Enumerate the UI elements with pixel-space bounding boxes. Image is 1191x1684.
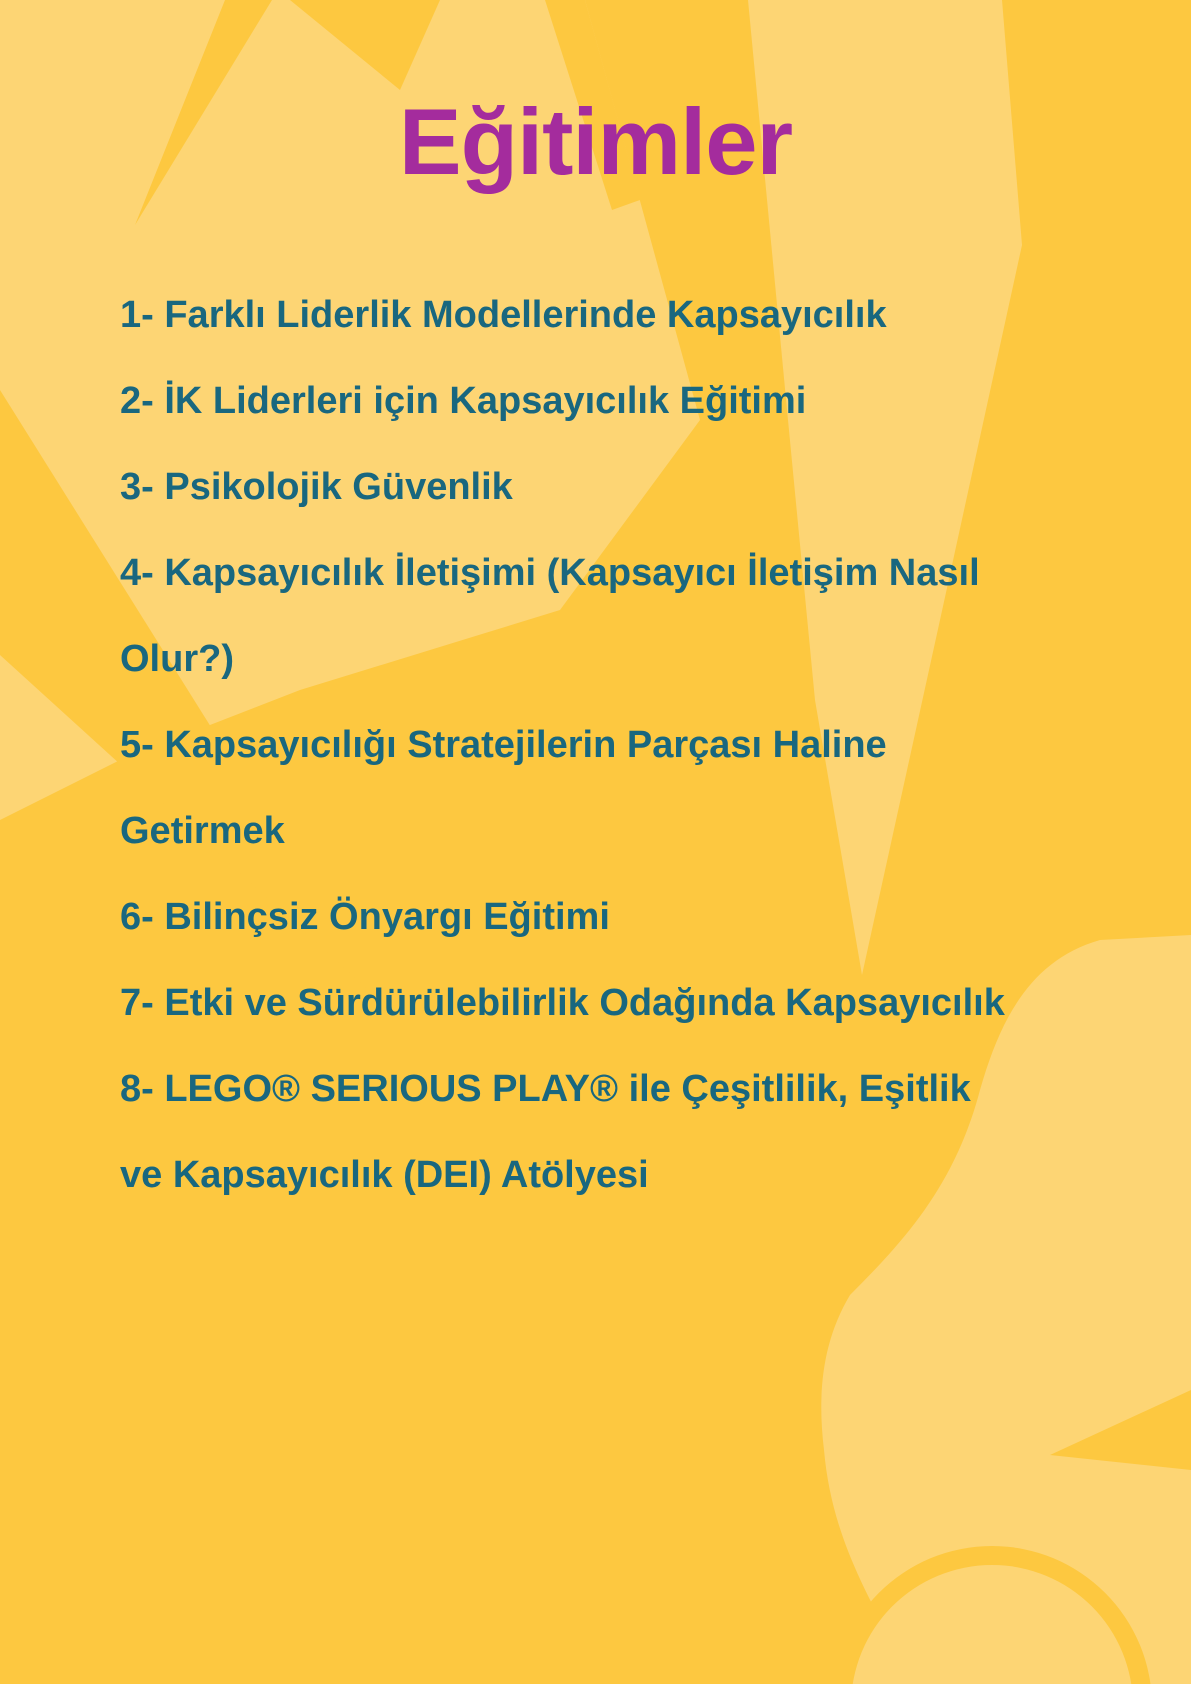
training-item-8: 8- LEGO® SERIOUS PLAY® ile Çeşitlilik, Eşitlik ve Kapsayıcılık (DEI) Atölyesi — [120, 1068, 971, 1196]
page-title: Eğitimler — [398, 89, 793, 194]
training-item-4: 4- Kapsayıcılık İletişimi (Kapsayıcı İletişim Nasıl Olur?) — [120, 552, 980, 680]
trainings-list — [120, 272, 1130, 1218]
training-item-7: 7- Etki ve Sürdürülebilirlik Odağında Kapsayıcılık — [120, 982, 1005, 1024]
training-item-1: 1- Farklı Liderlik Modellerinde Kapsayıcılık — [120, 294, 887, 336]
training-item-6: 6- Bilinçsiz Önyargı Eğitimi — [120, 896, 610, 938]
training-item-2: 2- İK Liderleri için Kapsayıcılık Eğitimi — [120, 380, 807, 422]
training-item-3: 3- Psikolojik Güvenlik — [120, 466, 513, 508]
training-item-5: 5- Kapsayıcılığı Stratejilerin Parçası Haline Getirmek — [120, 724, 887, 852]
